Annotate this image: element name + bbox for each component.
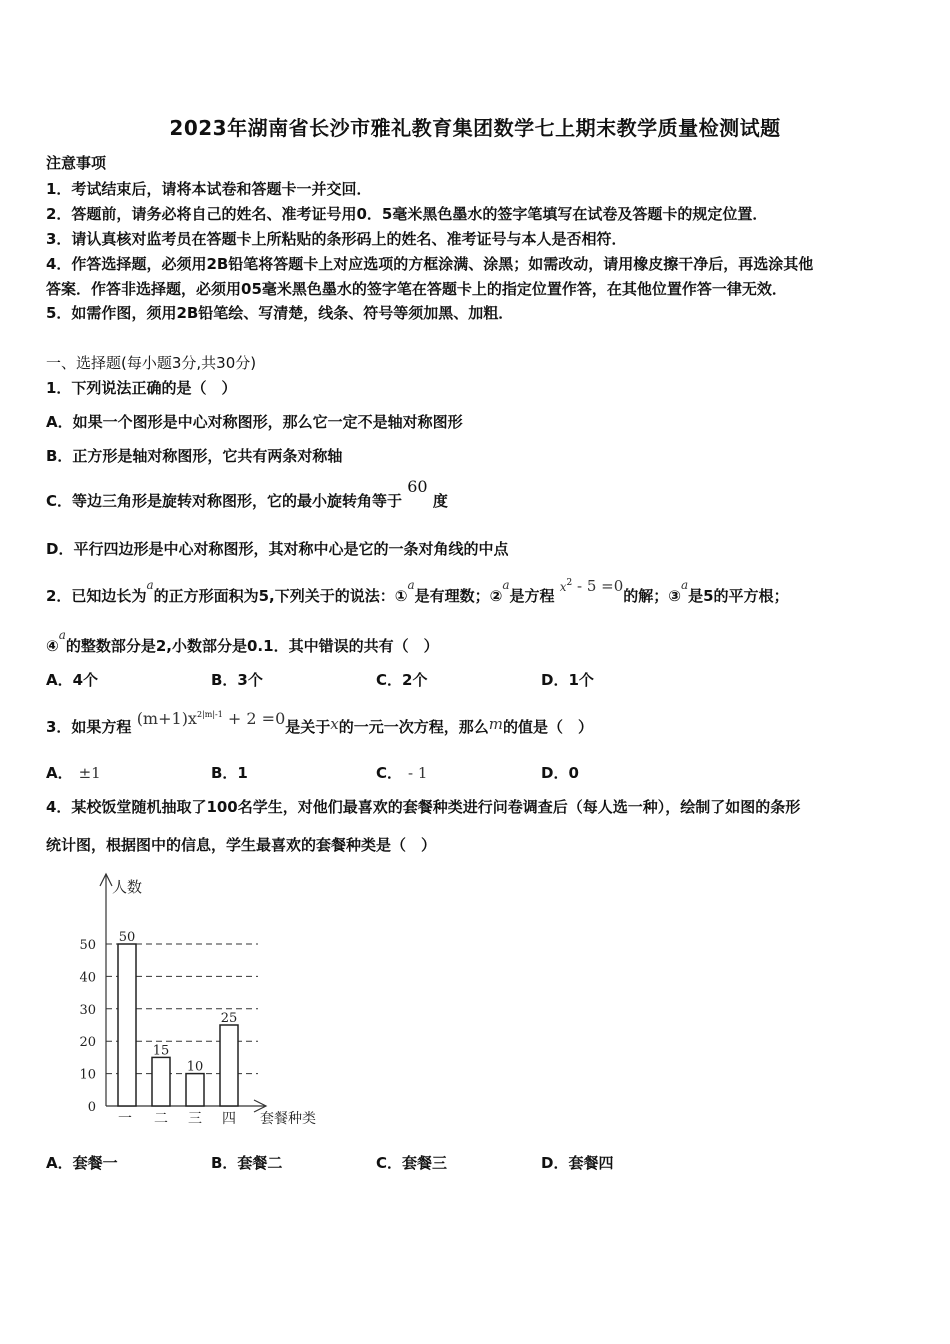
y-tick-label: 30	[79, 1002, 96, 1018]
bar-value-label: 50	[118, 930, 136, 945]
var-a: a	[58, 628, 66, 642]
bar	[118, 944, 136, 1106]
opt-value: - 1	[408, 764, 428, 782]
x-category-label: 四	[222, 1111, 236, 1127]
q1-option-a: A．如果一个图形是中心对称图形，那么它一定不是轴对称图形	[46, 413, 463, 431]
q3-option-c	[376, 762, 427, 783]
notice-item: 3．请认真核对监考员在答题卡上所粘贴的条形码上的姓名、准考证号与本人是否相符．	[46, 230, 627, 248]
bar	[220, 1025, 238, 1106]
q2-option-c: C．2个	[376, 671, 428, 689]
q2-stem-line2	[46, 628, 439, 656]
q4-option-c: C．套餐三	[376, 1154, 448, 1172]
q4-option-a: A．套餐一	[46, 1154, 118, 1172]
var-x: x	[330, 715, 339, 733]
q2-text: 是5的平方根；	[688, 587, 789, 605]
eq-lhs: (m+1)x	[136, 709, 197, 728]
bar-value-label: 15	[152, 1043, 170, 1059]
bar-value-label: 25	[220, 1011, 238, 1026]
notice-item: 答案．作答非选择题，必须用05毫米黑色墨水的签字笔在答题卡上的指定位置作答，在其他位置作答一律无效．	[46, 280, 787, 298]
q3-option-b: B．1	[211, 764, 248, 782]
q2-text: 2．已知边长为	[46, 587, 147, 605]
q2-option-a: A．4个	[46, 671, 99, 689]
q3-text: 的值是（ ）	[502, 718, 593, 736]
page-title: 2023年湖南省长沙市雅礼教育集团数学七上期末教学质量检测试题	[169, 116, 781, 140]
notice-item: 5．如需作图，须用2B铅笔绘、写清楚，线条、符号等须加黑、加粗．	[46, 304, 514, 322]
q3-text: 是关于	[285, 718, 331, 736]
q1-option-c	[46, 477, 448, 511]
q1-stem: 1．下列说法正确的是（ ）	[46, 379, 237, 397]
x-axis-label: 套餐种类	[260, 1111, 316, 1127]
q4-option-b: B．套餐二	[211, 1154, 283, 1172]
opt-label: C．	[376, 764, 403, 782]
bar	[186, 1074, 204, 1106]
q4-stem-line1: 4．某校饭堂随机抽取了100名学生，对他们最喜欢的套餐种类进行问卷调查后（每人选一种），绘制了如图的条形	[46, 798, 801, 816]
q1-option-b: B．正方形是轴对称图形，它共有两条对称轴	[46, 447, 343, 465]
q1-c-number: 60	[407, 477, 428, 496]
q2-option-d: D．1个	[541, 671, 594, 689]
eq-exponent: 2|m|-1	[196, 710, 223, 719]
q3-option-d: D．0	[541, 764, 579, 782]
q3-equation	[136, 709, 286, 728]
q2-text: 的整数部分是2,小数部分是0.1．其中错误的共有（ ）	[65, 637, 439, 655]
eq-exponent: 2	[566, 578, 573, 588]
q2-option-b: B．3个	[211, 671, 263, 689]
q2-text: 是方程	[509, 587, 555, 605]
notice-heading: 注意事项	[46, 154, 107, 172]
eq-rhs: + 2 =0	[222, 709, 286, 728]
opt-value: ±1	[78, 764, 101, 782]
eq-x: x	[559, 580, 567, 594]
q4-stem-line2: 统计图，根据图中的信息，学生最喜欢的套餐种类是（ ）	[46, 836, 437, 854]
var-a: a	[680, 578, 689, 592]
bar-value-label: 10	[186, 1059, 204, 1075]
bar-chart	[70, 868, 340, 1130]
x-category-label: 一	[118, 1111, 132, 1127]
q1-c-text: C．等边三角形是旋转对称图形，它的最小旋转角等于	[46, 492, 403, 510]
q2-stem-line1	[46, 577, 789, 606]
var-m: m	[488, 715, 503, 733]
bar	[152, 1057, 170, 1106]
y-tick-label: 10	[79, 1067, 96, 1083]
section-heading: 一、选择题(每小题3分,共30分)	[46, 354, 257, 372]
y-tick-label: 0	[87, 1100, 96, 1115]
eq-rest: - 5 =0	[572, 577, 624, 595]
q2-text: 是有理数；②	[414, 587, 503, 605]
notice-item: 2．答题前，请务必将自己的姓名、准考证号用0．5毫米黑色墨水的签字笔填写在试卷及答题卡的规定位置．	[46, 205, 768, 223]
y-tick-label: 50	[79, 938, 96, 953]
var-a: a	[407, 578, 415, 592]
q2-equation	[559, 577, 624, 595]
var-a: a	[502, 578, 510, 592]
q3-text: 的一元一次方程，那么	[338, 718, 489, 736]
y-tick-label: 20	[79, 1035, 96, 1051]
notice-item: 1．考试结束后，请将本试卷和答题卡一并交回．	[46, 180, 372, 198]
q1-option-d: D．平行四边形是中心对称图形，其对称中心是它的一条对角线的中点	[46, 540, 509, 558]
opt-label: A．	[46, 764, 73, 782]
q3-text: 3．如果方程	[46, 718, 132, 736]
q3-option-a	[46, 762, 101, 783]
x-category-label: 三	[188, 1111, 202, 1127]
y-tick-label: 40	[79, 970, 96, 986]
x-category-label: 二	[154, 1111, 168, 1127]
y-axis-label: 人数	[112, 878, 143, 896]
q1-c-unit: 度	[432, 492, 448, 510]
q3-stem	[46, 709, 593, 737]
q4-option-d: D．套餐四	[541, 1154, 614, 1172]
q2-text: 的解；③	[623, 587, 681, 605]
q2-text: 的正方形面积为5,下列关于的说法：①	[153, 587, 408, 605]
var-a: a	[146, 578, 154, 592]
q2-text: ④	[46, 637, 59, 655]
notice-item: 4．作答选择题，必须用2B铅笔将答题卡上对应选项的方框涂满、涂黑；如需改动，请用橡皮擦干净后，再选涂其他	[46, 255, 814, 273]
